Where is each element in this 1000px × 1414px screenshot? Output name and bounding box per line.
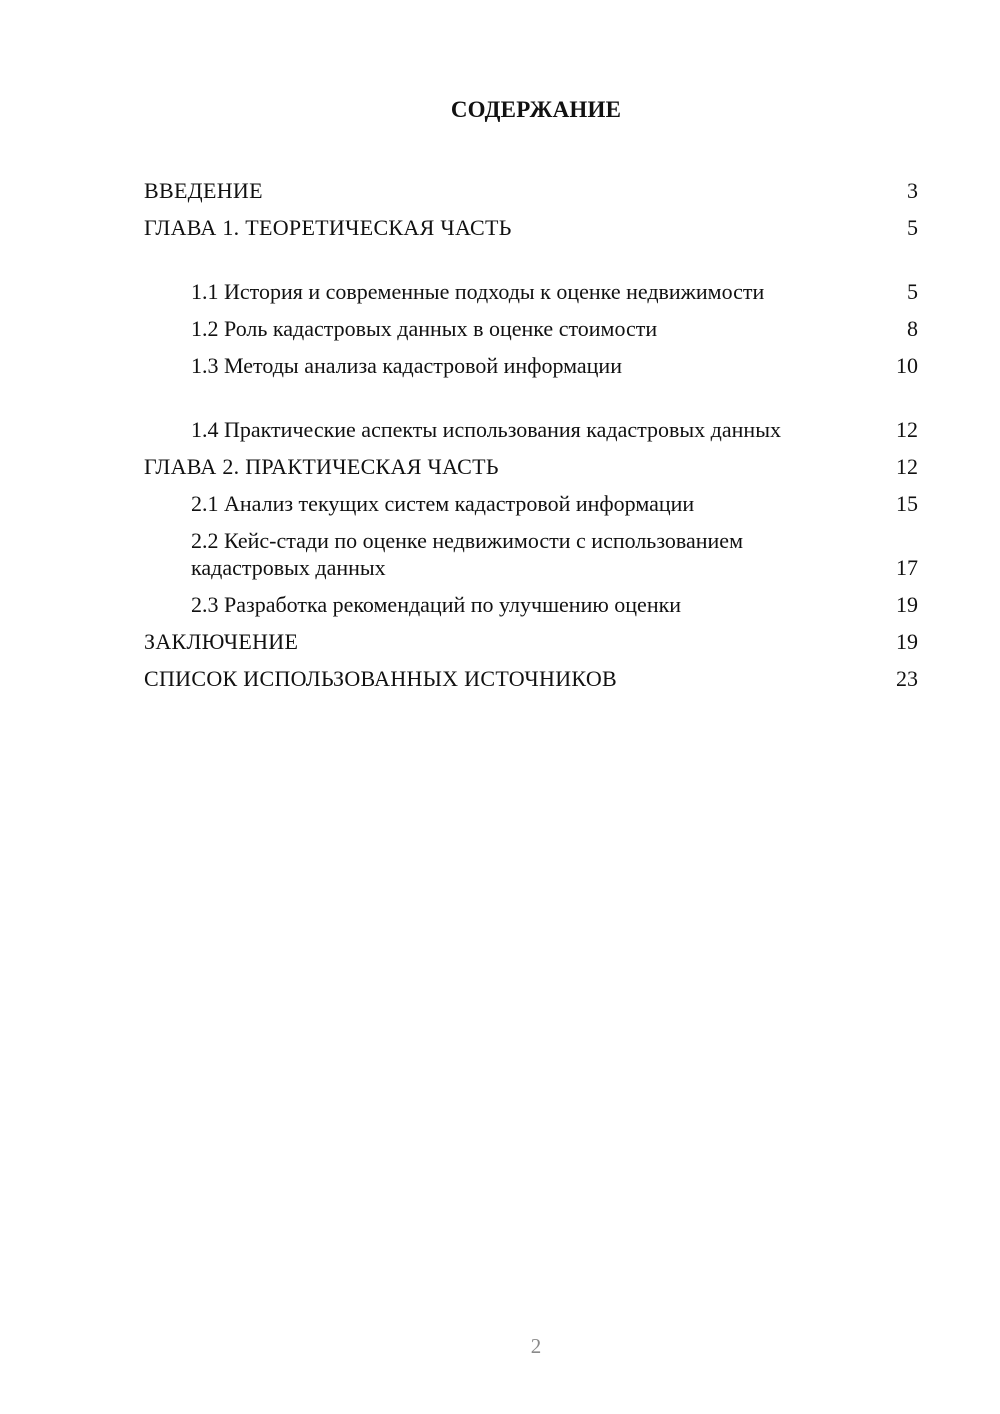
toc-entry-1-1 xyxy=(144,244,918,308)
toc-entry-page: 5 xyxy=(907,279,918,304)
toc-entry-page: 3 xyxy=(907,178,918,203)
table-of-contents xyxy=(144,170,918,695)
toc-entry-page: 10 xyxy=(896,353,918,378)
toc-entry-page: 8 xyxy=(907,316,918,341)
toc-entry-references xyxy=(144,658,918,695)
toc-entry-text: 2.3 Разработка рекомендаций по улучшению оценки xyxy=(191,592,682,617)
document-title: СОДЕРЖАНИЕ xyxy=(450,97,622,122)
toc-entry-text: 2.1 Анализ текущих систем кадастровой информации xyxy=(191,491,695,516)
toc-entry-chapter-2 xyxy=(144,446,918,483)
toc-entry-text: 1.4 Практические аспекты использования кадастровых данных xyxy=(191,417,781,442)
toc-entry-text: ВВЕДЕНИЕ xyxy=(144,178,263,203)
toc-entry-text: 2.2 Кейс-стади по оценке недвижимости с использованием кадастровых данных xyxy=(191,528,743,580)
toc-entry-page: 23 xyxy=(896,666,918,691)
toc-entry-text: 1.3 Методы анализа кадастровой информации xyxy=(191,353,622,378)
toc-entry-text: ГЛАВА 1. ТЕОРЕТИЧЕСКАЯ ЧАСТЬ xyxy=(144,215,512,240)
toc-entry-introduction xyxy=(144,170,918,207)
toc-entry-text: 1.1 История и современные подходы к оценке недвижимости xyxy=(191,279,765,304)
toc-entry-conclusion xyxy=(144,621,918,658)
toc-entry-page: 17 xyxy=(896,555,918,580)
toc-entry-page: 19 xyxy=(896,592,918,617)
toc-entry-text: 1.2 Роль кадастровых данных в оценке стоимости xyxy=(191,316,658,341)
toc-entry-1-2 xyxy=(144,308,918,345)
toc-entry-1-4 xyxy=(144,382,918,446)
toc-entry-text: СПИСОК ИСПОЛЬЗОВАННЫХ ИСТОЧНИКОВ xyxy=(144,666,617,691)
toc-entry-2-2 xyxy=(144,520,918,584)
toc-entry-text: ЗАКЛЮЧЕНИЕ xyxy=(144,629,299,654)
toc-entry-text: ГЛАВА 2. ПРАКТИЧЕСКАЯ ЧАСТЬ xyxy=(144,454,499,479)
toc-entry-chapter-1 xyxy=(144,207,918,244)
page-number: 2 xyxy=(530,1334,542,1358)
toc-entry-page: 19 xyxy=(896,629,918,654)
toc-entry-page: 15 xyxy=(896,491,918,516)
toc-entry-page: 12 xyxy=(896,417,918,442)
toc-entry-page: 5 xyxy=(907,215,918,240)
toc-entry-1-3 xyxy=(144,345,918,382)
toc-entry-2-3 xyxy=(144,584,918,621)
toc-entry-2-1 xyxy=(144,483,918,520)
toc-entry-page: 12 xyxy=(896,454,918,479)
